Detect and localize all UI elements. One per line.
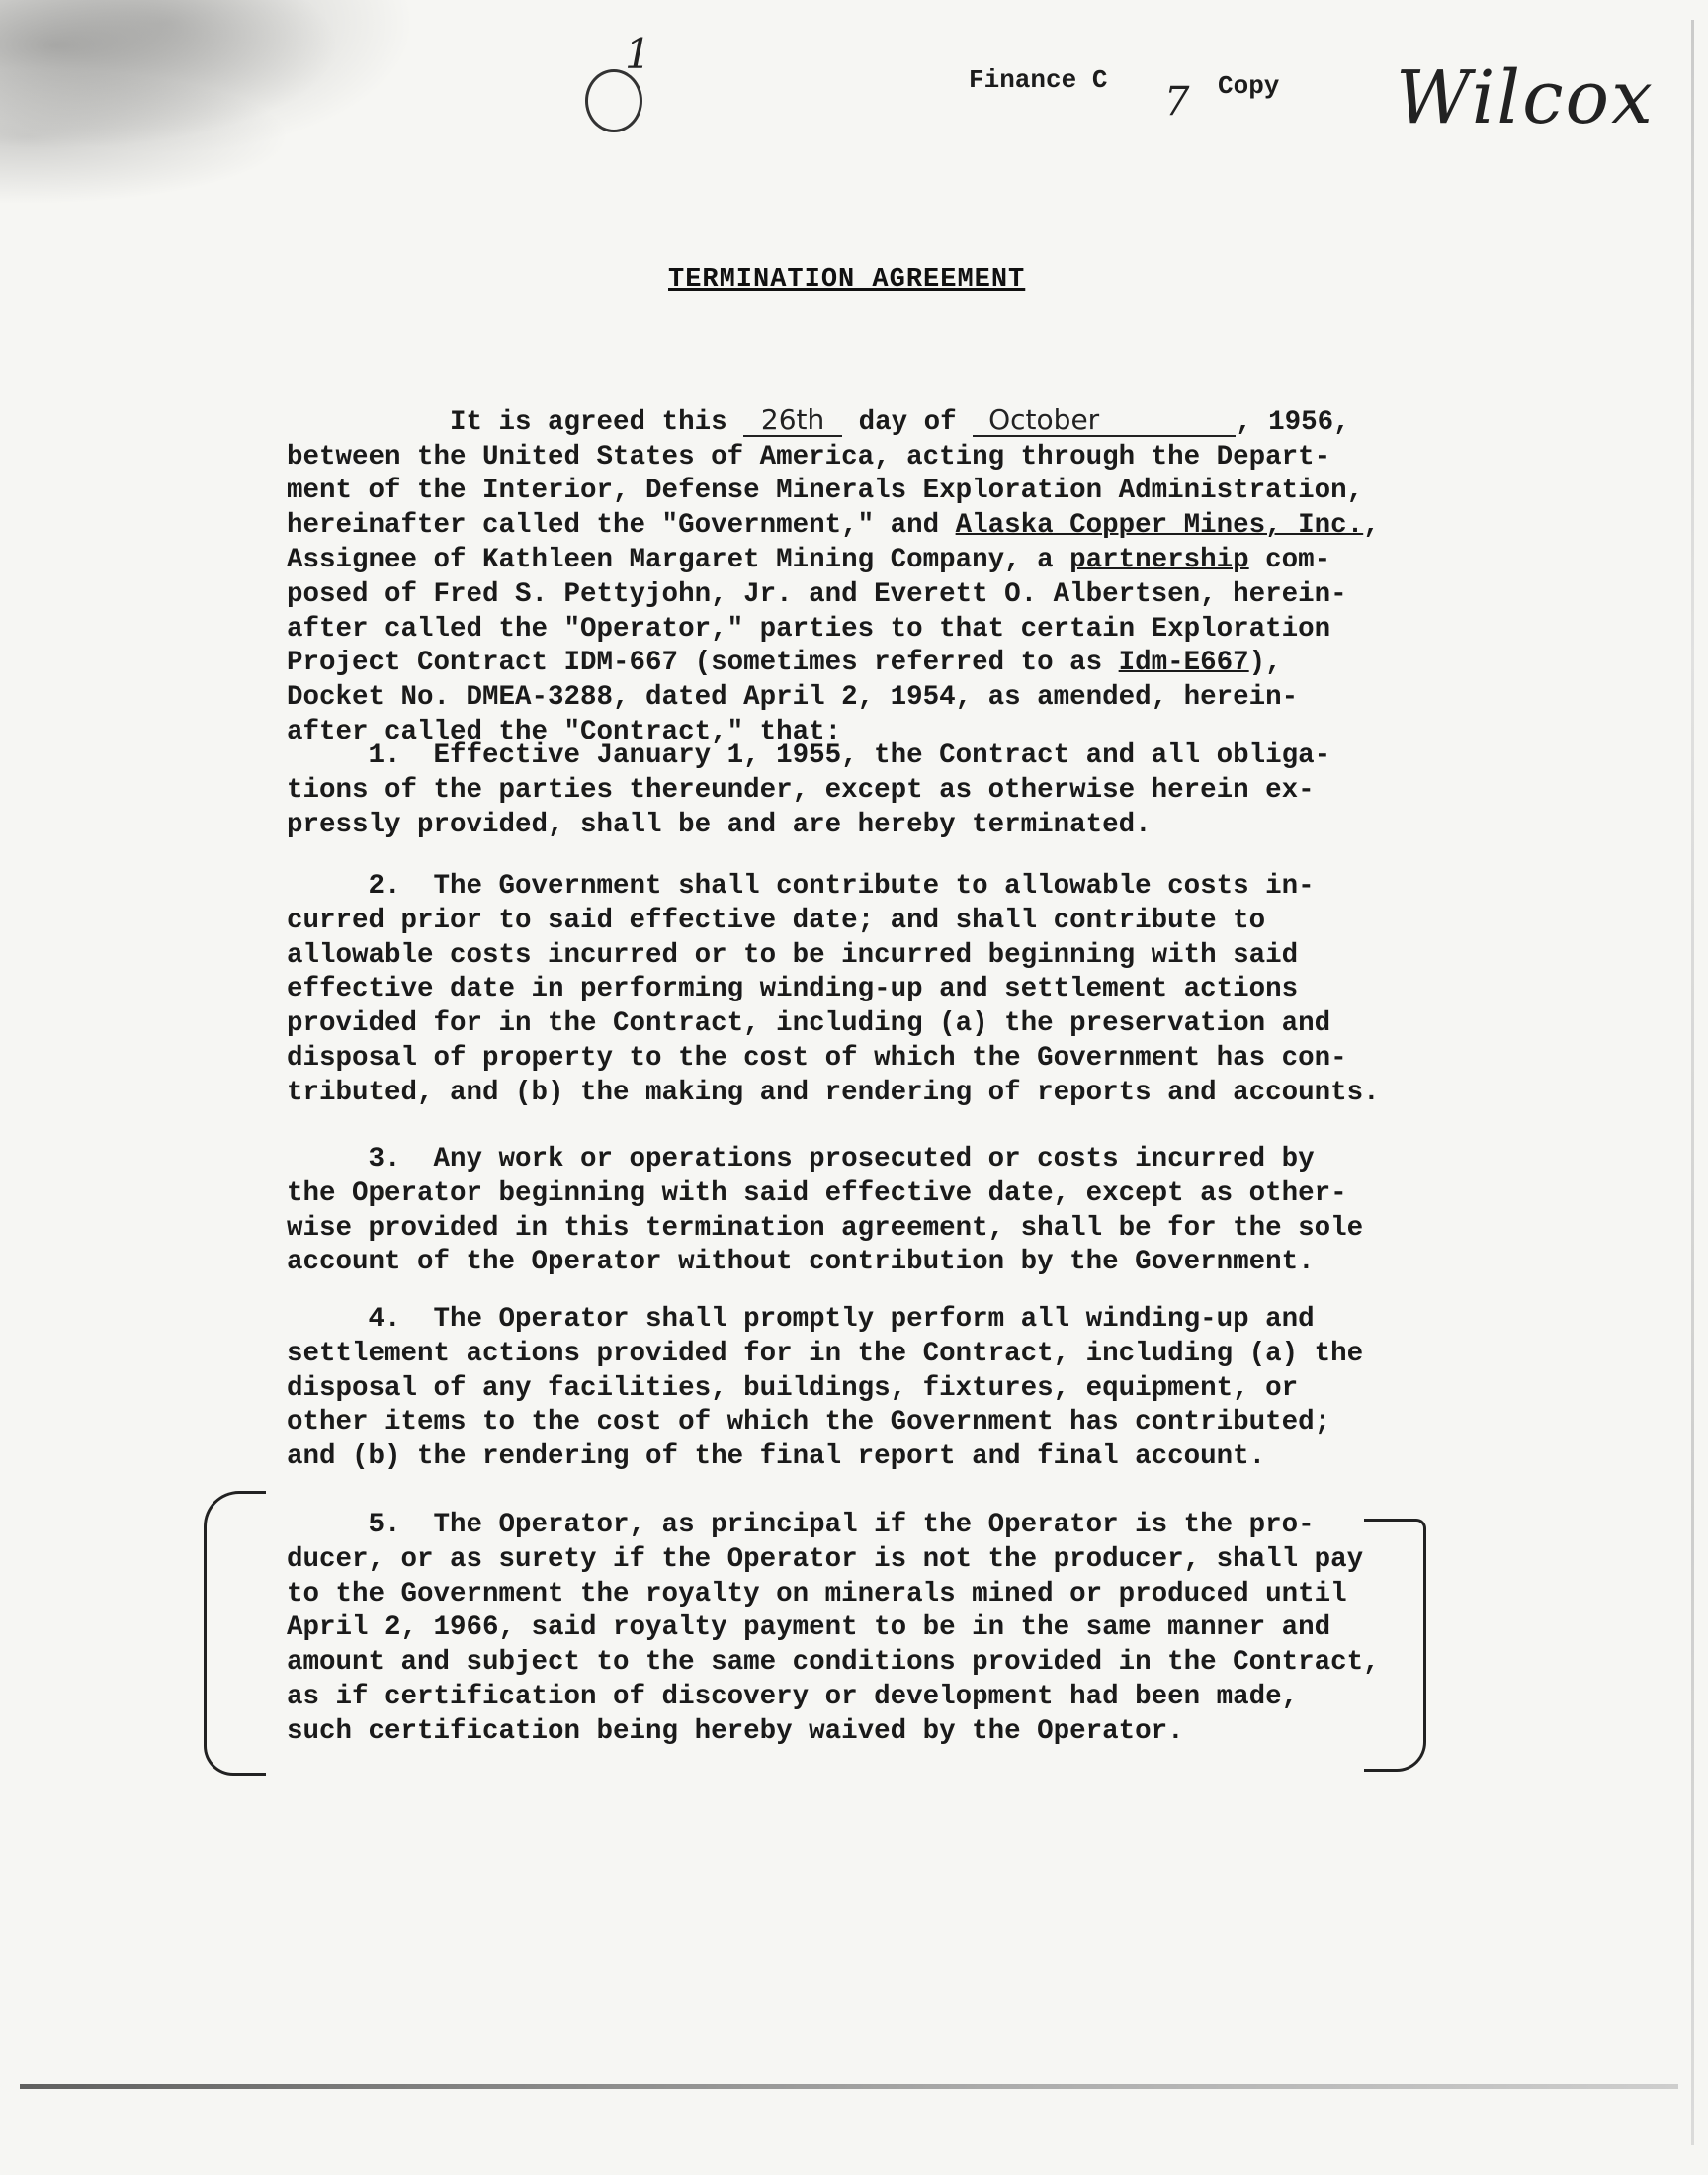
scan-edge-line [1691, 20, 1694, 2145]
intro-line-1: It is agreed this 26th day of October , 1956, [450, 402, 1350, 438]
intro-line-2: between the United States of America, acting through the Depart- [287, 441, 1331, 473]
scan-bottom-line [20, 2084, 1678, 2089]
intro-line-10: after called the "Contract," that: [287, 716, 842, 747]
intro-paragraph [287, 371, 1380, 750]
clause-2: 2. The Government shall contribute to allowable costs in- curred prior to said effective date; and shall contribute to allowable costs incurred or to be incurred beginning with said effective date in performing winding-up and settlement actions provided for in the Contract, including (a) the preservation and disposal of property to the cost of which the Government has con- tributed, and (b) the making and rendering of reports and accounts. [287, 871, 1380, 1108]
scan-speckle [0, 0, 554, 227]
intro-line-3: ment of the Interior, Defense Minerals Exploration Administration, [287, 476, 1364, 507]
intro-line-4: hereinafter called the "Government," and Alaska Copper Mines, Inc., [287, 510, 1380, 542]
company-name: Alaska Copper Mines, Inc. [955, 510, 1364, 542]
intro-line-7: after called the "Operator," parties to that certain Exploration [287, 613, 1331, 645]
clause-5: 5. The Operator, as principal if the Operator is the pro- ducer, or as surety if the Operator is not the producer, shall pay to the Government the royalty on minerals mined or produced until April 2, 1966, said royalty payment to be in the same manner and amount and subject to the same conditions provided in the Contract, as if certification of discovery or development had been made, such certification being hereby waived by the Operator. [287, 1510, 1380, 1747]
intro-line-9: Docket No. DMEA-3288, dated April 2, 1954, as amended, herein- [287, 682, 1299, 714]
clause-4: 4. The Operator shall promptly perform all winding-up and settlement actions provided for in the Contract, including (a) the disposal of any facilities, buildings, fixtures, equipment, or other items to the cost of which the Government has contributed; and (b) the rendering of the final report and final account. [287, 1304, 1364, 1473]
document-title: TERMINATION AGREEMENT [668, 265, 1026, 295]
handwritten-name: Wilcox [1396, 55, 1655, 140]
handwritten-numeral-top: 1 [625, 30, 651, 78]
handwritten-circle-mark [585, 69, 642, 132]
handwritten-numeral-middle: 7 [1164, 79, 1190, 125]
intro-line-8: Project Contract IDM-667 (sometimes referred to as Idm-E667), [287, 648, 1282, 679]
intro-line-6: posed of Fred S. Pettyjohn, Jr. and Everett O. Albertsen, herein- [287, 578, 1347, 610]
month-field: October [973, 405, 1236, 437]
intro-line-5: Assignee of Kathleen Margaret Mining Company, a partnership com- [287, 544, 1331, 575]
clause-1: 1. Effective January 1, 1955, the Contract and all obliga- tions of the parties thereunder, except as otherwise herein ex- pressly provided, shall be and are hereby terminated. [287, 740, 1331, 840]
finance-label: Finance C [969, 65, 1108, 95]
handwritten-bracket-left [204, 1491, 266, 1776]
day-field: 26th [743, 405, 842, 437]
copy-label: Copy [1218, 71, 1280, 101]
clause-3: 3. Any work or operations prosecuted or costs incurred by the Operator beginning with said effective date, except as other- wise provided in this termination agreement, shall be for the sole account of the Operator without contribution by the Government. [287, 1144, 1364, 1278]
